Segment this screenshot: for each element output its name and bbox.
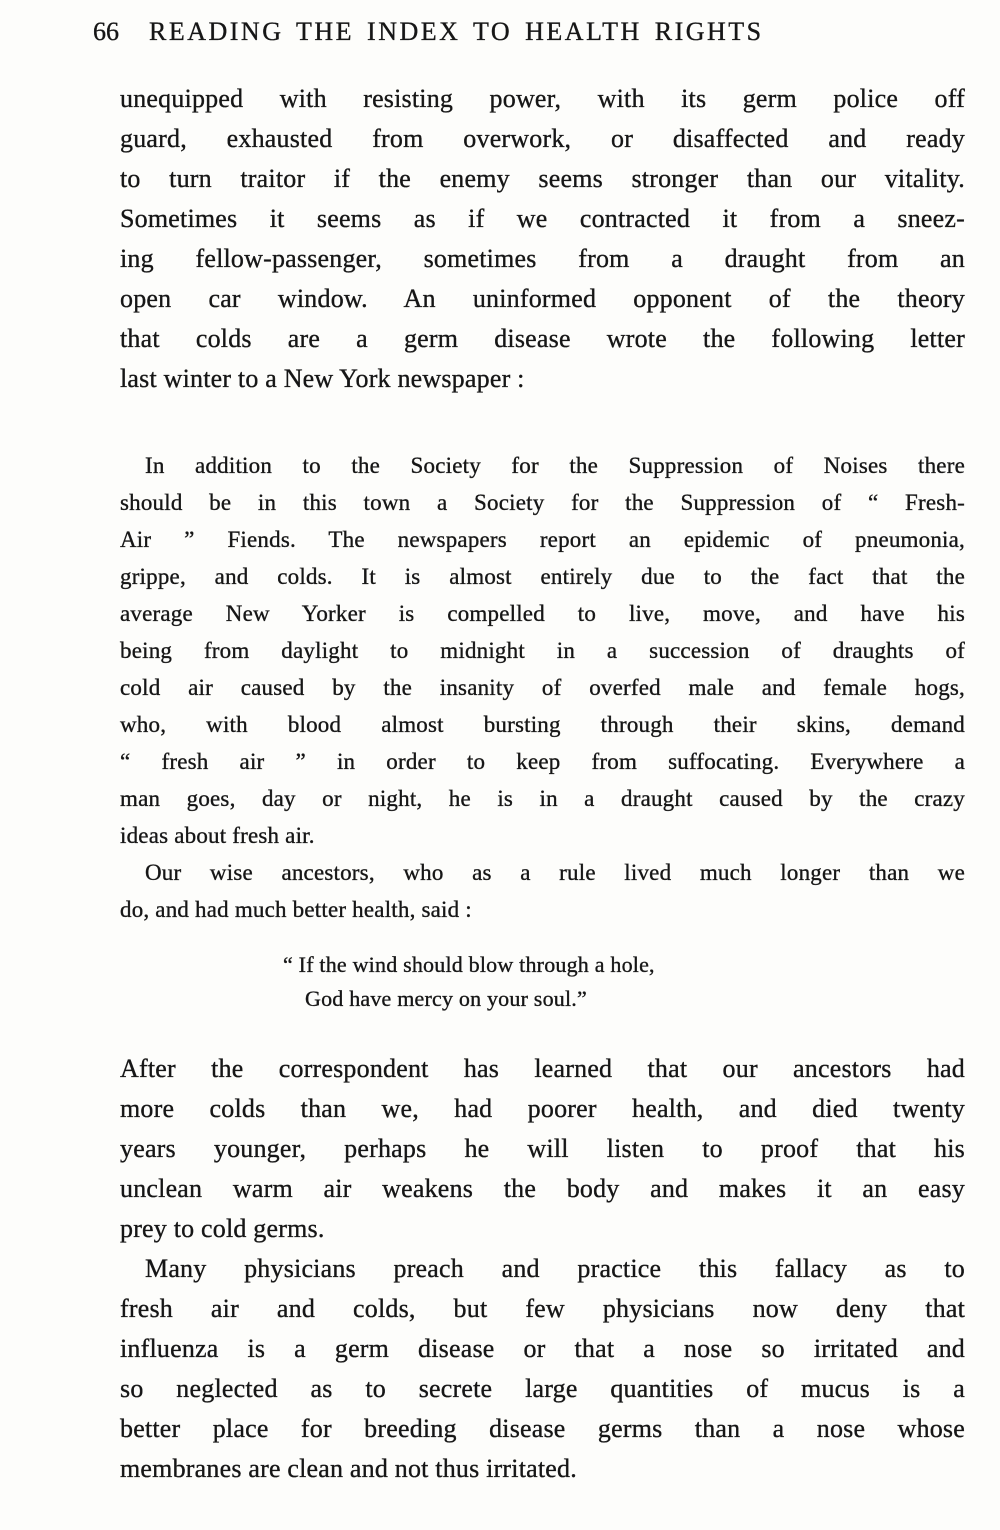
text-line: After the correspondent has learned that our ancestors had <box>120 1054 965 1083</box>
text-line: membranes are clean and not thus irritated. <box>120 1454 577 1483</box>
text-line: unequipped with resisting power, with its germ police off <box>120 84 965 113</box>
text-line: average New Yorker is compelled to live, move, and have his <box>120 601 965 626</box>
text-line: fresh air and colds, but few physicians now deny that <box>120 1294 965 1323</box>
text-line: so neglected as to secrete large quantities of mucus is a <box>120 1374 965 1403</box>
text-line: “ fresh air ” in order to keep from suffocating. Everywhere a <box>120 749 965 774</box>
text-line: grippe, and colds. It is almost entirely due to the fact that the <box>120 564 965 589</box>
text-line: man goes, day or night, he is in a draught caused by the crazy <box>120 786 965 811</box>
text-line: God have mercy on your soul.” <box>305 986 587 1011</box>
paragraph <box>120 854 965 928</box>
text-line: should be in this town a Society for the Suppression of “ Fresh- <box>120 490 965 515</box>
text-line: Sometimes it seems as if we contracted it from a sneez- <box>120 204 965 233</box>
text-line: Many physicians preach and practice this fallacy as to <box>145 1254 965 1283</box>
text-block-verse-3 <box>283 948 965 1016</box>
text-block-body-4 <box>120 1049 965 1249</box>
text-block-letter-2 <box>120 447 965 928</box>
text-line: years younger, perhaps he will listen to proof that his <box>120 1134 965 1163</box>
text-line: better place for breeding disease germs than a nose whose <box>120 1414 965 1443</box>
paragraph <box>283 948 965 1016</box>
text-line: cold air caused by the insanity of overfed male and female hogs, <box>120 675 965 700</box>
text-block-body-1 <box>120 79 965 399</box>
text-line: influenza is a germ disease or that a nose so irritated and <box>120 1334 965 1363</box>
text-line: do, and had much better health, said : <box>120 897 472 922</box>
text-line: last winter to a New York newspaper : <box>120 364 525 393</box>
text-line: In addition to the Society for the Suppression of Noises there <box>145 453 965 478</box>
text-line: Our wise ancestors, who as a rule lived much longer than we <box>145 860 965 885</box>
text-line: being from daylight to midnight in a succession of draughts of <box>120 638 965 663</box>
text-line: more colds than we, had poorer health, and died twenty <box>120 1094 965 1123</box>
text-line: who, with blood almost bursting through their skins, demand <box>120 712 965 737</box>
paragraph <box>120 1249 965 1489</box>
page-header <box>93 16 965 48</box>
page-number: 66 <box>93 17 119 46</box>
text-line: ing fellow-passenger, sometimes from a draught from an <box>120 244 965 273</box>
text-line: Air ” Fiends. The newspapers report an epidemic of pneumonia, <box>120 527 965 552</box>
text-block-body-5 <box>120 1249 965 1489</box>
text-line: that colds are a germ disease wrote the following letter <box>120 324 965 353</box>
text-line: “ If the wind should blow through a hole, <box>283 952 655 977</box>
text-line: guard, exhausted from overwork, or disaffected and ready <box>120 124 965 153</box>
paragraph <box>120 1049 965 1249</box>
page-body <box>120 79 965 1489</box>
text-line: to turn traitor if the enemy seems stronger than our vitality. <box>120 164 965 193</box>
running-title: READING THE INDEX TO HEALTH RIGHTS <box>149 17 764 46</box>
text-line: unclean warm air weakens the body and makes it an easy <box>120 1174 965 1203</box>
text-line: open car window. An uninformed opponent of the theory <box>120 284 965 313</box>
paragraph <box>120 79 965 399</box>
text-line: ideas about fresh air. <box>120 823 315 848</box>
paragraph <box>120 447 965 854</box>
text-line: prey to cold germs. <box>120 1214 325 1243</box>
